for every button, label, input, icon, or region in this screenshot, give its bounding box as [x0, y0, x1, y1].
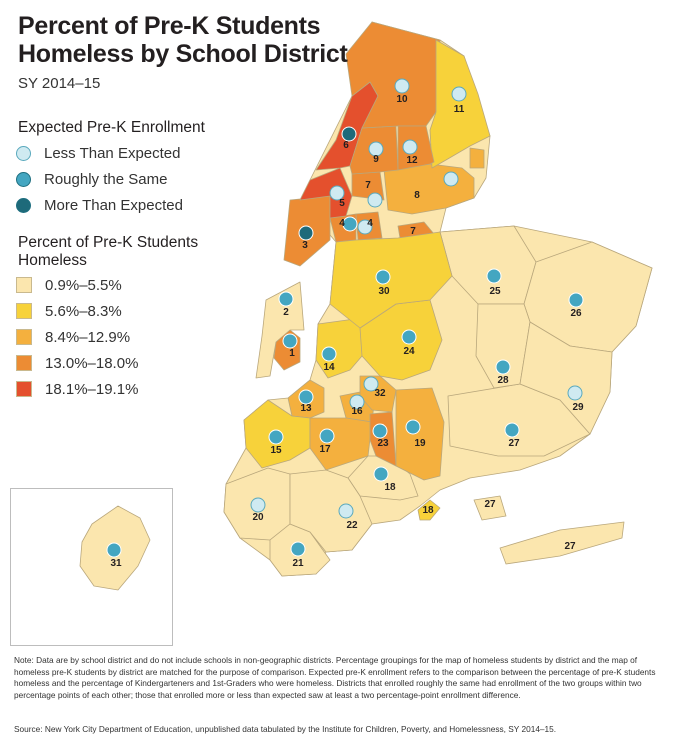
district-24-label: 24	[403, 346, 415, 357]
district-7-enrollment-marker	[368, 193, 382, 207]
district-2-label: 2	[283, 307, 289, 318]
district-11-label: 11	[453, 104, 465, 115]
legend-item-bin-3	[16, 327, 130, 347]
circle-icon	[16, 146, 31, 161]
district-22-label: 22	[346, 520, 358, 531]
district-32-label: 32	[374, 388, 386, 399]
district-9-label: 9	[373, 154, 379, 165]
district-23-enrollment-marker	[373, 424, 387, 438]
district-19-enrollment-marker	[406, 420, 420, 434]
district-6-label: 6	[343, 140, 349, 151]
district-3-enrollment-marker	[299, 226, 313, 240]
district-21-label: 21	[292, 558, 304, 569]
source-note: Source: New York City Department of Education, unpublished data tabulated by the Institute for Children, Poverty, and Homelessness, SY 2014–15.	[14, 724, 557, 734]
district-1-enrollment-marker	[283, 334, 297, 348]
district-14-enrollment-marker	[322, 347, 336, 361]
circle-icon	[16, 172, 31, 187]
district-27-enrollment-marker	[505, 423, 519, 437]
district-8-area	[384, 164, 474, 214]
district-23-label: 23	[377, 438, 389, 449]
legend-label: 5.6%–8.3%	[45, 302, 122, 320]
district-13-enrollment-marker	[299, 390, 313, 404]
enrollment-legend-heading: Expected Pre-K Enrollment	[18, 119, 205, 136]
district-31-label: 31	[110, 558, 122, 569]
district-21-enrollment-marker	[291, 542, 305, 556]
district-2-enrollment-marker	[279, 292, 293, 306]
district-13-label: 13	[300, 403, 312, 414]
staten-island-inset	[10, 488, 173, 646]
district-1-label: 1	[289, 348, 295, 359]
district-18-label: 18	[422, 505, 434, 516]
district-27-label: 27	[564, 541, 576, 552]
subtitle: SY 2014–15	[18, 75, 101, 92]
district-7-label: 7	[410, 226, 416, 237]
district-26-enrollment-marker	[569, 293, 583, 307]
swatch-icon	[16, 381, 32, 397]
legend-item-bin-4	[16, 353, 138, 373]
swatch-icon	[16, 355, 32, 371]
district-26-label: 26	[570, 308, 582, 319]
circle-icon	[16, 198, 31, 213]
legend-label: More Than Expected	[44, 196, 183, 214]
district-28-label: 28	[497, 375, 509, 386]
district-11-enrollment-marker	[452, 87, 466, 101]
legend-label: 0.9%–5.5%	[45, 276, 122, 294]
district-18-enrollment-marker	[374, 467, 388, 481]
district-30-label: 30	[378, 286, 390, 297]
district-24-enrollment-marker	[402, 330, 416, 344]
district-30-enrollment-marker	[376, 270, 390, 284]
district-3-label: 3	[302, 240, 308, 251]
swatch-icon	[16, 329, 32, 345]
legend-item-more-than-expected	[16, 195, 183, 215]
district-17-enrollment-marker	[320, 429, 334, 443]
district-7-label: 7	[365, 180, 371, 191]
legend-item-bin-2	[16, 301, 122, 321]
district-5-label: 5	[339, 198, 345, 209]
district-29-enrollment-marker	[568, 386, 582, 400]
district-19-area	[396, 388, 444, 480]
homeless-legend-heading: Percent of Pre-K Students Homeless	[18, 234, 199, 269]
district-19-label: 19	[414, 438, 426, 449]
district-20-enrollment-marker	[251, 498, 265, 512]
district-29-label: 29	[572, 402, 584, 413]
district-4-enrollment-marker	[343, 217, 357, 231]
district-15-enrollment-marker	[269, 430, 283, 444]
legend-item-bin-5	[16, 379, 138, 399]
district-18-label: 18	[384, 482, 396, 493]
district-8-enrollment-marker	[444, 172, 458, 186]
legend-label: 13.0%–18.0%	[45, 354, 139, 372]
district-25-label: 25	[489, 286, 501, 297]
district-28-enrollment-marker	[496, 360, 510, 374]
district-4-label: 4	[367, 218, 373, 229]
district-16-label: 16	[351, 406, 363, 417]
footnote: Note: Data are by school district and do not include schools in non-geographic districts. Percentage groupings for the map of homeless students by district and the map of homeless pre-K students by district are matched for the purpose of comparison. Expected pre-K enrollment refers to the comparison between the percentage of pre-K students homeless and the percentage of Kindergarteners and 1st-Graders who were homeless. Districts that enrolled roughly the same had enrollment of the two groups within two percentage points of each other; those that enrolled more or less than expected saw at least a two percentage-point enrollment difference.	[14, 655, 656, 700]
district-27-label: 27	[484, 499, 496, 510]
district-25-enrollment-marker	[487, 269, 501, 283]
district-10-label: 10	[396, 94, 408, 105]
legend-item-roughly-the-same	[16, 169, 167, 189]
legend-label: 18.1%–19.1%	[45, 380, 139, 398]
district-20-label: 20	[252, 512, 264, 523]
district-4-label: 4	[339, 218, 345, 229]
legend-label: 8.4%–12.9%	[45, 328, 131, 346]
district-8-label: 8	[414, 190, 420, 201]
legend-item-less-than-expected	[16, 143, 180, 163]
district-10-enrollment-marker	[395, 79, 409, 93]
district-17-label: 17	[319, 444, 331, 455]
legend-item-bin-1	[16, 275, 122, 295]
district-14-label: 14	[323, 362, 335, 373]
district-27-area	[500, 522, 624, 564]
district-27-label: 27	[508, 438, 520, 449]
legend-label: Less Than Expected	[44, 144, 181, 162]
district-8-area	[470, 148, 484, 168]
district-12-enrollment-marker	[403, 140, 417, 154]
page-title: Percent of Pre-K Students Homeless by School District	[18, 12, 348, 68]
district-12-label: 12	[406, 155, 418, 166]
swatch-icon	[16, 303, 32, 319]
district-15-label: 15	[270, 445, 282, 456]
district-6-enrollment-marker	[342, 127, 356, 141]
legend-label: Roughly the Same	[44, 170, 168, 188]
district-22-enrollment-marker	[339, 504, 353, 518]
swatch-icon	[16, 277, 32, 293]
